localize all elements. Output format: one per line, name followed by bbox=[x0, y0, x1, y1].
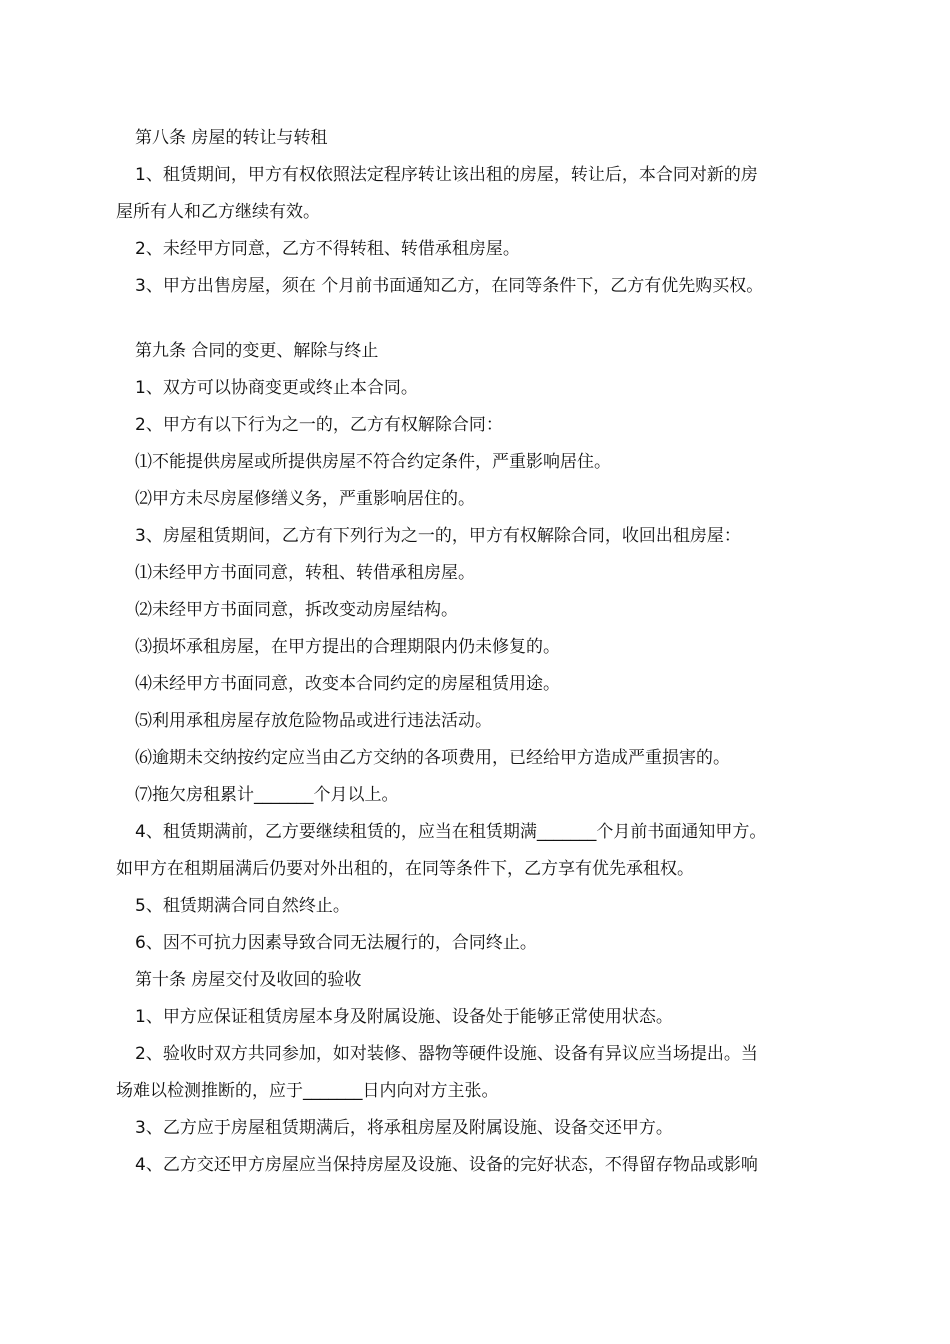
paragraph-line: ⑸利用承租房屋存放危险物品或进行违法活动。 bbox=[135, 711, 492, 731]
paragraph-line: 1、甲方应保证租赁房屋本身及附属设施、设备处于能够正常使用状态。 bbox=[135, 1007, 673, 1027]
paragraph-line: ⑺拖欠房租累计_______个月以上。 bbox=[135, 785, 399, 805]
paragraph-line: ⑹逾期未交纳按约定应当由乙方交纳的各项费用，已经给甲方造成严重损害的。 bbox=[135, 748, 730, 768]
paragraph-line: ⑷未经甲方书面同意，改变本合同约定的房屋租赁用途。 bbox=[135, 674, 560, 694]
paragraph-line: 3、房屋租赁期间，乙方有下列行为之一的，甲方有权解除合同，收回出租房屋： bbox=[135, 526, 741, 546]
paragraph-line: 3、乙方应于房屋租赁期满后，将承租房屋及附属设施、设备交还甲方。 bbox=[135, 1118, 673, 1138]
paragraph-line: 1、双方可以协商变更或终止本合同。 bbox=[135, 378, 418, 398]
contract-text-body bbox=[116, 120, 846, 1184]
paragraph-line: 5、租赁期满合同自然终止。 bbox=[135, 896, 350, 916]
article-heading: 第八条 房屋的转让与转租 bbox=[135, 128, 328, 148]
paragraph-line: 6、因不可抗力因素导致合同无法履行的，合同终止。 bbox=[135, 933, 537, 953]
paragraph-line: 4、租赁期满前，乙方要继续租赁的，应当在租赁期满_______个月前书面通知甲方。 bbox=[135, 822, 767, 842]
paragraph-line: ⑵未经甲方书面同意，拆改变动房屋结构。 bbox=[135, 600, 458, 620]
paragraph-line: ⑶损坏承租房屋，在甲方提出的合理期限内仍未修复的。 bbox=[135, 637, 560, 657]
paragraph-line: 1、租赁期间，甲方有权依照法定程序转让该出租的房屋，转让后，本合同对新的房 bbox=[135, 165, 758, 185]
paragraph-line: 2、验收时双方共同参加，如对装修、器物等硬件设施、设备有异议应当场提出。当 bbox=[135, 1044, 758, 1064]
section-gap bbox=[116, 305, 846, 333]
paragraph-line: 如甲方在租期届满后仍要对外出租的，在同等条件下，乙方享有优先承租权。 bbox=[116, 859, 694, 879]
paragraph-line: ⑴未经甲方书面同意，转租、转借承租房屋。 bbox=[135, 563, 475, 583]
paragraph-line: 3、甲方出售房屋，须在 个月前书面通知乙方，在同等条件下，乙方有优先购买权。 bbox=[135, 276, 764, 296]
article-heading: 第十条 房屋交付及收回的验收 bbox=[135, 970, 362, 990]
paragraph-line: ⑵甲方未尽房屋修缮义务，严重影响居住的。 bbox=[135, 489, 475, 509]
paragraph-line: 2、未经甲方同意，乙方不得转租、转借承租房屋。 bbox=[135, 239, 520, 259]
paragraph-line: 2、甲方有以下行为之一的，乙方有权解除合同： bbox=[135, 415, 503, 435]
paragraph-line: 4、乙方交还甲方房屋应当保持房屋及设施、设备的完好状态，不得留存物品或影响 bbox=[135, 1155, 758, 1175]
paragraph-line: ⑴不能提供房屋或所提供房屋不符合约定条件，严重影响居住。 bbox=[135, 452, 611, 472]
paragraph-line: 屋所有人和乙方继续有效。 bbox=[116, 202, 320, 222]
article-heading: 第九条 合同的变更、解除与终止 bbox=[135, 341, 379, 361]
paragraph-line: 场难以检测推断的，应于_______日内向对方主张。 bbox=[116, 1081, 499, 1101]
